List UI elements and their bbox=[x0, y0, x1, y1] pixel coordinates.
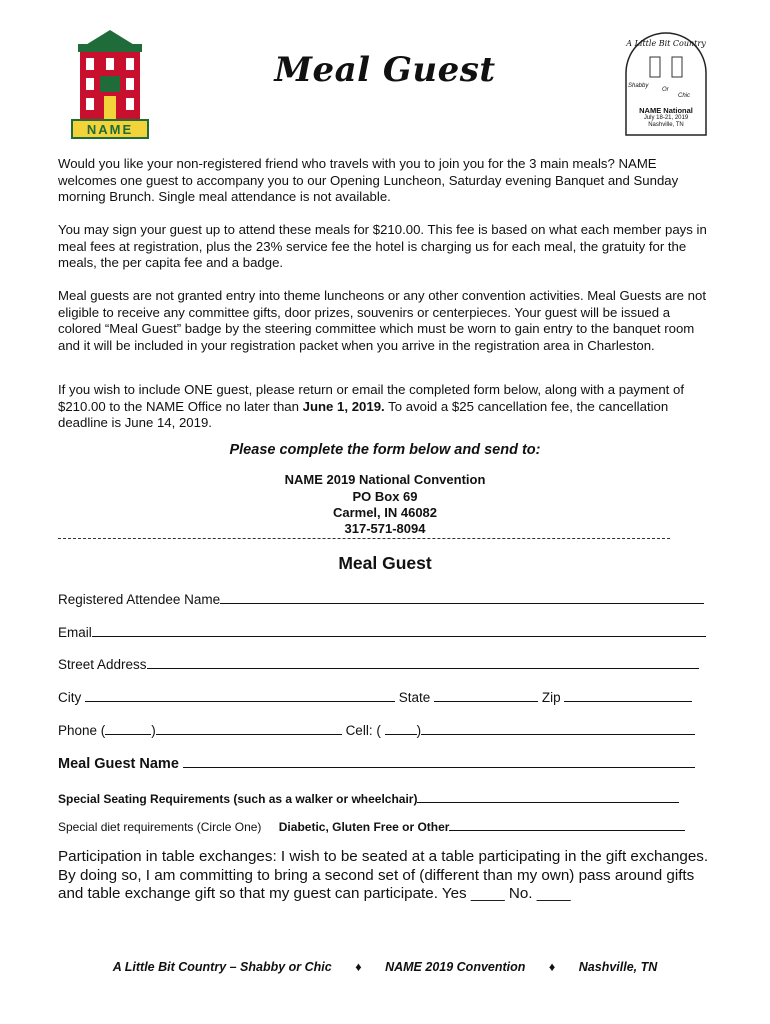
footer-diamond-icon: ♦ bbox=[548, 960, 556, 974]
phone-paren: ) bbox=[151, 723, 156, 738]
intro-paragraph-4: If you wish to include ONE guest, please return or email the completed form below, along with a payment of $210.00 to the NAME Office no later than June 1, 2019. To avoid a $25 cancellation fee, the cancellation deadline is June 14, 2019. bbox=[58, 382, 684, 430]
logo-city: Nashville, TN bbox=[648, 122, 684, 128]
logo-shabby: Shabby bbox=[628, 83, 649, 89]
attendee-name-label: Registered Attendee Name bbox=[58, 592, 221, 607]
page-title: Meal Guest bbox=[274, 50, 496, 90]
seating-field[interactable] bbox=[58, 790, 679, 806]
city-line[interactable] bbox=[85, 689, 395, 702]
attendee-name-field[interactable] bbox=[58, 591, 704, 607]
footer-theme: A Little Bit Country – Shabby or Chic bbox=[112, 960, 332, 974]
meal-guest-name-label: Meal Guest Name bbox=[58, 756, 179, 772]
diet-label: Special diet requirements (Circle One) bbox=[58, 820, 262, 834]
state-line[interactable] bbox=[434, 689, 538, 702]
phone-line[interactable] bbox=[156, 722, 342, 735]
attendee-name-line[interactable] bbox=[220, 591, 704, 604]
logo-or: Or bbox=[662, 87, 669, 93]
logo-tagline: A Little Bit Country bbox=[626, 39, 706, 48]
logo-name-national: NAME National bbox=[639, 106, 693, 115]
diet-options[interactable]: Diabetic, Gluten Free or Other bbox=[278, 820, 450, 834]
email-line[interactable] bbox=[92, 624, 706, 637]
cell-line[interactable] bbox=[421, 722, 695, 735]
cell-area-line[interactable] bbox=[385, 722, 417, 735]
email-label: Email bbox=[58, 625, 92, 640]
logo-dates: July 18-21, 2019 bbox=[643, 115, 689, 121]
email-field[interactable] bbox=[58, 624, 706, 640]
seating-line[interactable] bbox=[417, 790, 679, 803]
street-address-line[interactable] bbox=[147, 656, 699, 669]
footer-convention: NAME 2019 Convention bbox=[385, 960, 526, 974]
logo-name-text: NAME bbox=[86, 122, 134, 137]
cell-label: Cell: ( bbox=[345, 723, 381, 738]
send-to-heading: Please complete the form below and send to: bbox=[229, 442, 541, 458]
meal-guest-name-field[interactable] bbox=[58, 755, 695, 772]
diet-field[interactable] bbox=[58, 818, 685, 834]
convention-logo bbox=[620, 27, 712, 137]
state-label: State bbox=[398, 690, 431, 705]
footer-diamond-icon: ♦ bbox=[355, 960, 362, 974]
phone-area-line[interactable] bbox=[105, 722, 151, 735]
street-address-field[interactable] bbox=[58, 656, 699, 672]
participation-paragraph: Participation in table exchanges: I wish to be seated at a table participating in the gift exchanges. By doing so, I am committing to bring a second set of (different than my own) pass around gifts and table exchange gift so that my guest can participate. Yes ____ No. ____ bbox=[58, 848, 709, 902]
footer-location: Nashville, TN bbox=[578, 960, 658, 974]
phone-label: Phone ( bbox=[58, 723, 106, 738]
phone-cell-field[interactable] bbox=[58, 722, 695, 738]
meal-guest-name-line[interactable] bbox=[183, 755, 695, 768]
cell-paren: ) bbox=[416, 723, 422, 738]
diet-other-line[interactable] bbox=[449, 818, 685, 831]
seating-label: Special Seating Requirements (such as a walker or wheelchair) bbox=[58, 792, 418, 806]
zip-label: Zip bbox=[541, 690, 561, 705]
street-address-label: Street Address bbox=[58, 657, 147, 672]
address-line-1: NAME 2019 National Convention bbox=[284, 472, 486, 487]
footer bbox=[0, 960, 770, 974]
address-line-2: PO Box 69 bbox=[352, 489, 418, 504]
zip-line[interactable] bbox=[564, 689, 692, 702]
form-title: Meal Guest bbox=[338, 553, 432, 573]
address-line-4: 317-571-8094 bbox=[344, 521, 426, 536]
intro-paragraph-2: You may sign your guest up to attend these meals for $210.00. This fee is based on what each member pays in meal fees at registration, plus the 23% service fee the hotel is charging us for each meal, the gratuity for the meals, the per capita fee and a badge. bbox=[58, 222, 707, 270]
intro-paragraph-3: Meal guests are not granted entry into theme luncheons or any other convention activities. Meal Guests are not eligible to receive any committee gifts, door prizes, souvenirs or centerpieces. Your guest will be issued a colored “Meal Guest” badge by the steering committee which must be worn to gain entry to the banquet room and it will be included in your registration packet when you arrive in the registration area in Charleston. bbox=[58, 288, 707, 353]
logo-chic: Chic bbox=[678, 93, 691, 99]
cut-line bbox=[58, 538, 670, 539]
city-label: City bbox=[58, 690, 82, 705]
address-line-3: Carmel, IN 46082 bbox=[332, 505, 438, 520]
city-state-zip-field[interactable] bbox=[58, 689, 692, 705]
intro-paragraph-1: Would you like your non-registered friend who travels with you to join you for the 3 main meals? NAME welcomes one guest to accompany you to our Opening Luncheon, Saturday evening Banquet and Sunday morning Brunch. Single meal attendance is not available. bbox=[58, 156, 679, 204]
